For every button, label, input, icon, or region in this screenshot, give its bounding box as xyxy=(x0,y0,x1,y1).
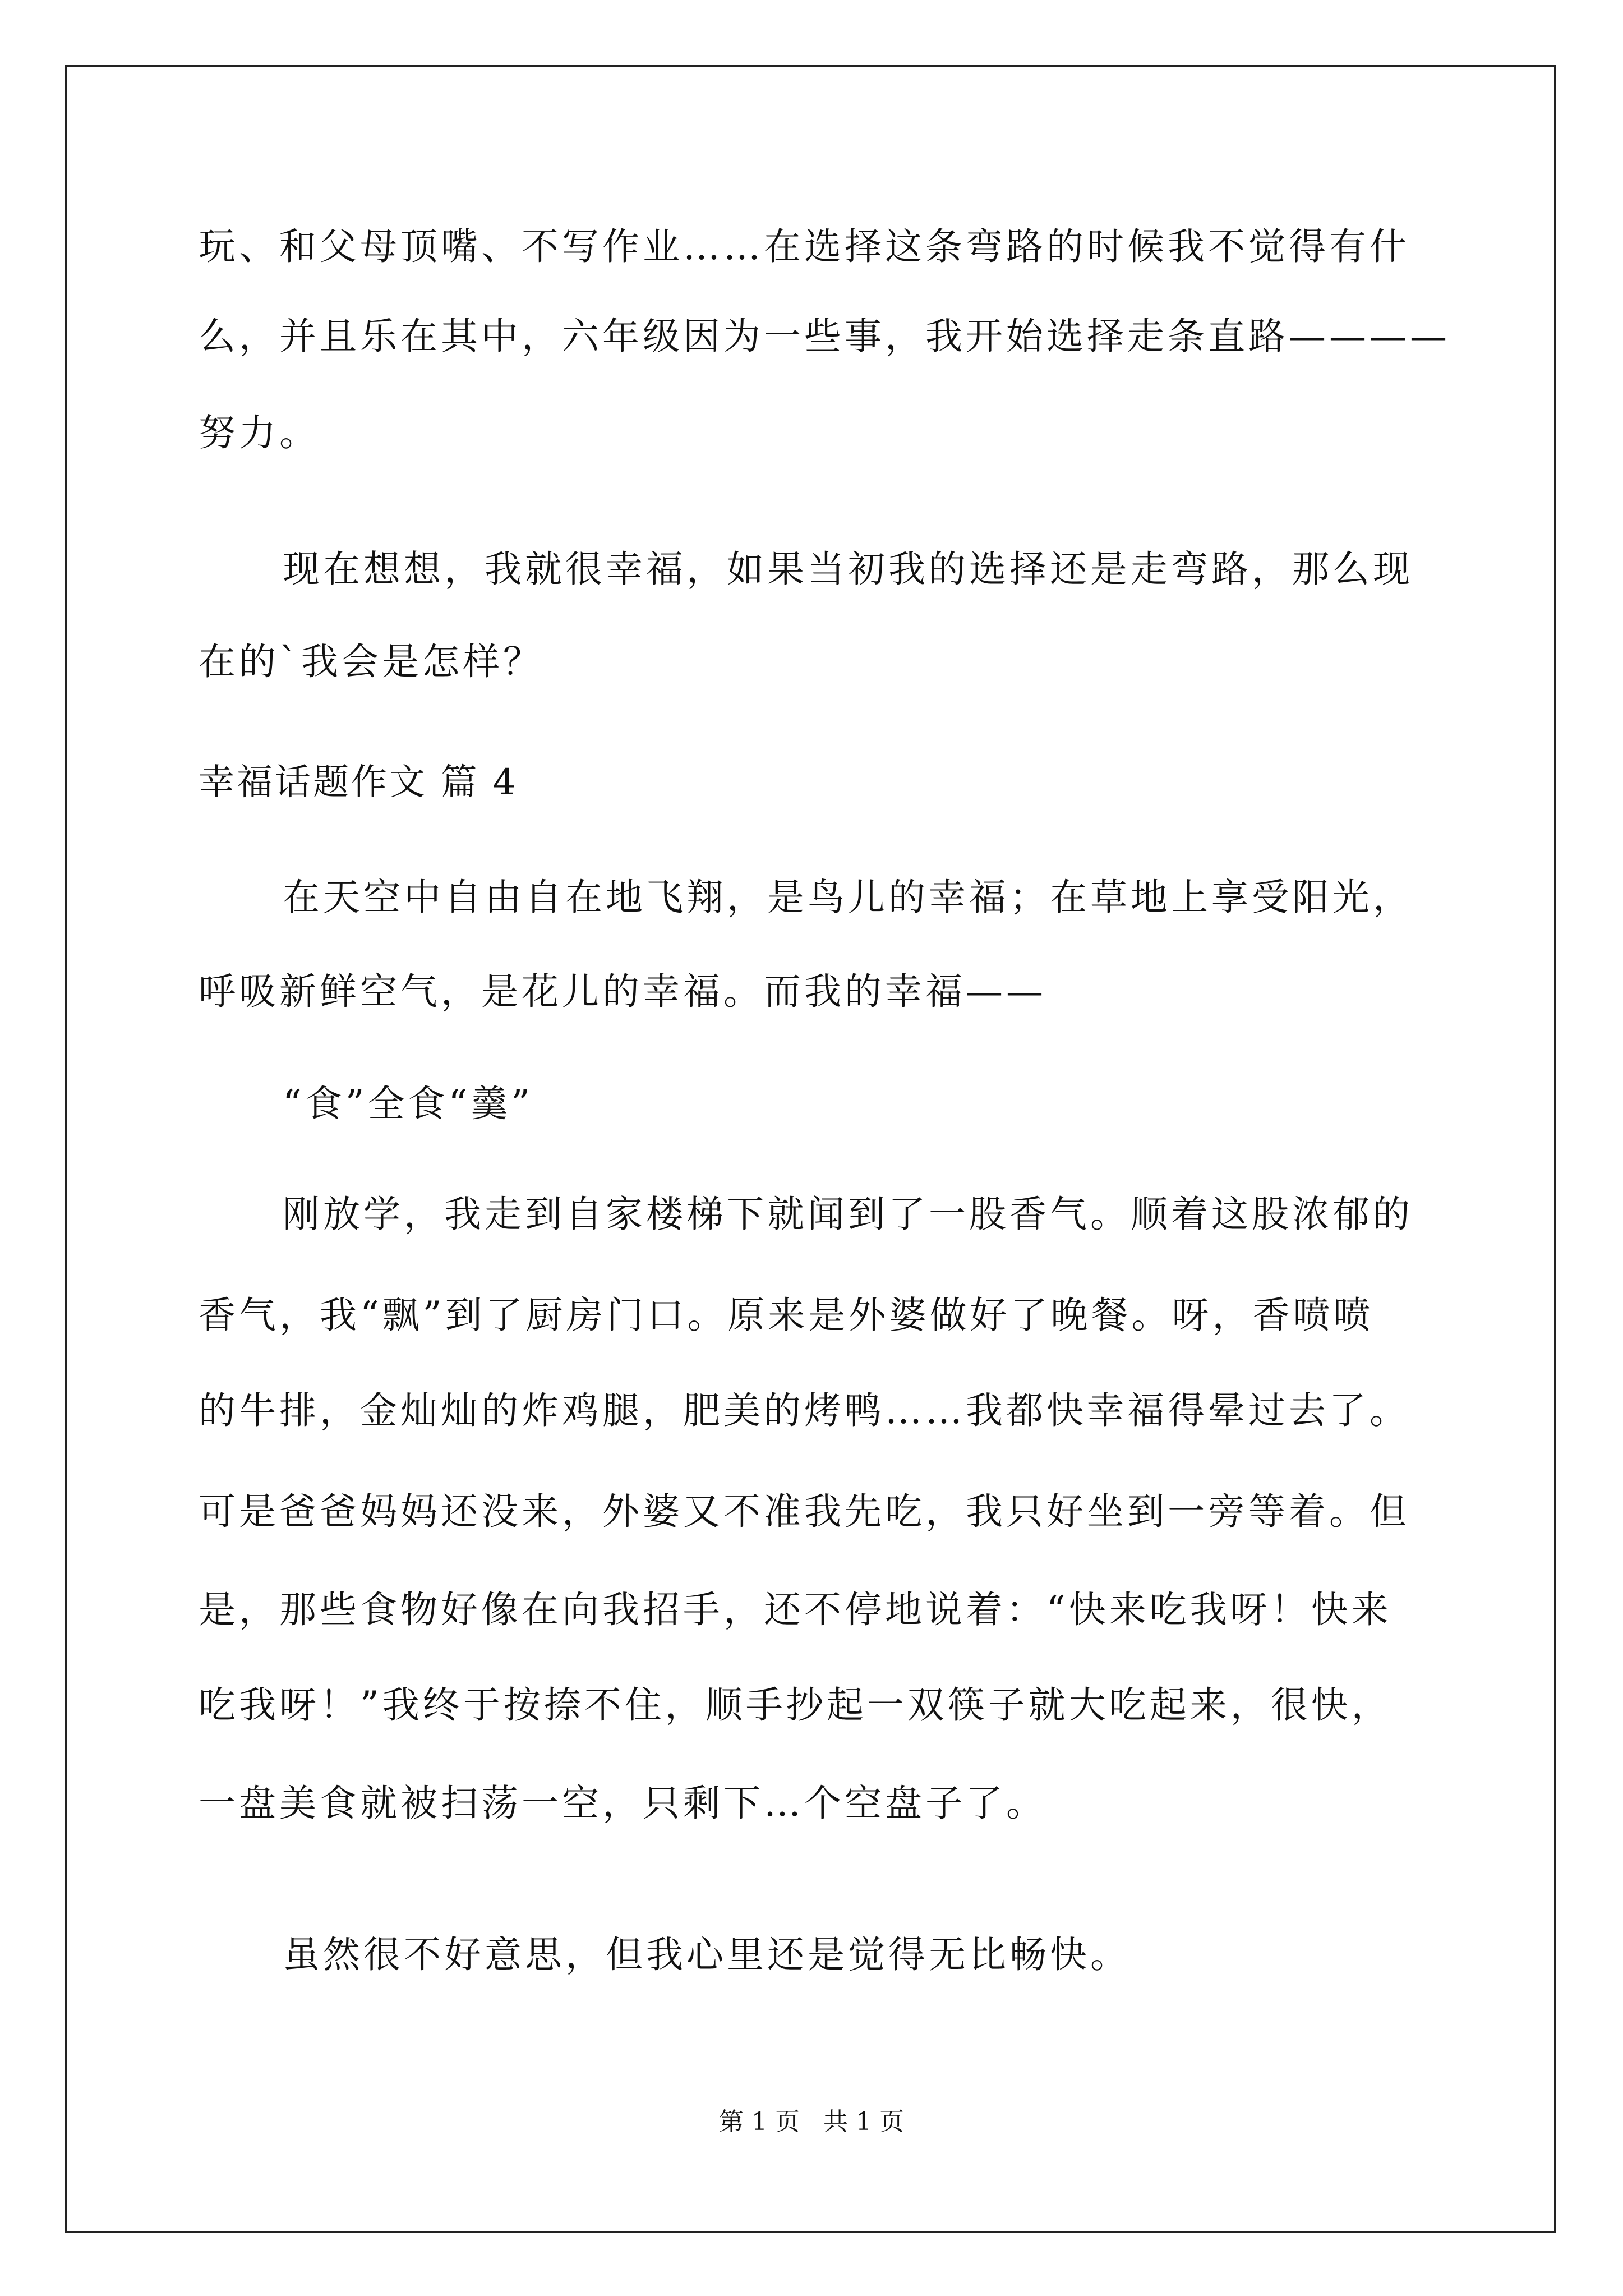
paragraph-line: 可是爸爸妈妈还没来，外婆又不准我先吃，我只好坐到一旁等着。但 xyxy=(199,1490,1410,1533)
subtitle-line: “食”全食“羹” xyxy=(283,1082,533,1125)
paragraph-line: 努力。 xyxy=(199,411,320,454)
paragraph-line: 玩、和父母顶嘴、不写作业……在选择这条弯路的时候我不觉得有什 xyxy=(199,225,1410,268)
paragraph-line: 一盘美食就被扫荡一空，只剩下…个空盘子了。 xyxy=(199,1782,1046,1825)
paragraph-line: 虽然很不好意思，但我心里还是觉得无比畅快。 xyxy=(283,1933,1131,1976)
paragraph-line: 呼吸新鲜空气，是花儿的幸福。而我的幸福—— xyxy=(199,970,1046,1013)
paragraph-line: 吃我呀！”我终于按捺不住，顺手抄起一双筷子就大吃起来，很快， xyxy=(199,1683,1392,1727)
section-heading: 幸福话题作文 篇 4 xyxy=(199,762,518,803)
page-border xyxy=(65,65,1556,2233)
page-number-footer: 第 1 页 共 1 页 xyxy=(719,2108,904,2136)
paragraph-line: 在的`我会是怎样？ xyxy=(199,640,543,683)
paragraph-line: 现在想想，我就很幸福，如果当初我的选择还是走弯路，那么现 xyxy=(283,547,1413,591)
paragraph-line: 香气，我“飘”到了厨房门口。原来是外婆做好了晚餐。呀，香喷喷 xyxy=(199,1294,1374,1337)
paragraph-line: 是，那些食物好像在向我招手，还不停地说着：“快来吃我呀！快来 xyxy=(199,1588,1392,1631)
paragraph-line: 么，并且乐在其中，六年级因为一些事，我开始选择走条直路———— xyxy=(199,315,1450,358)
paragraph-line: 刚放学，我走到自家楼梯下就闻到了一股香气。顺着这股浓郁的 xyxy=(283,1193,1413,1236)
paragraph-line: 的牛排，金灿灿的炸鸡腿，肥美的烤鸭……我都快幸福得晕过去了。 xyxy=(199,1389,1410,1432)
paragraph-line: 在天空中自由自在地飞翔，是鸟儿的幸福；在草地上享受阳光， xyxy=(283,876,1413,919)
